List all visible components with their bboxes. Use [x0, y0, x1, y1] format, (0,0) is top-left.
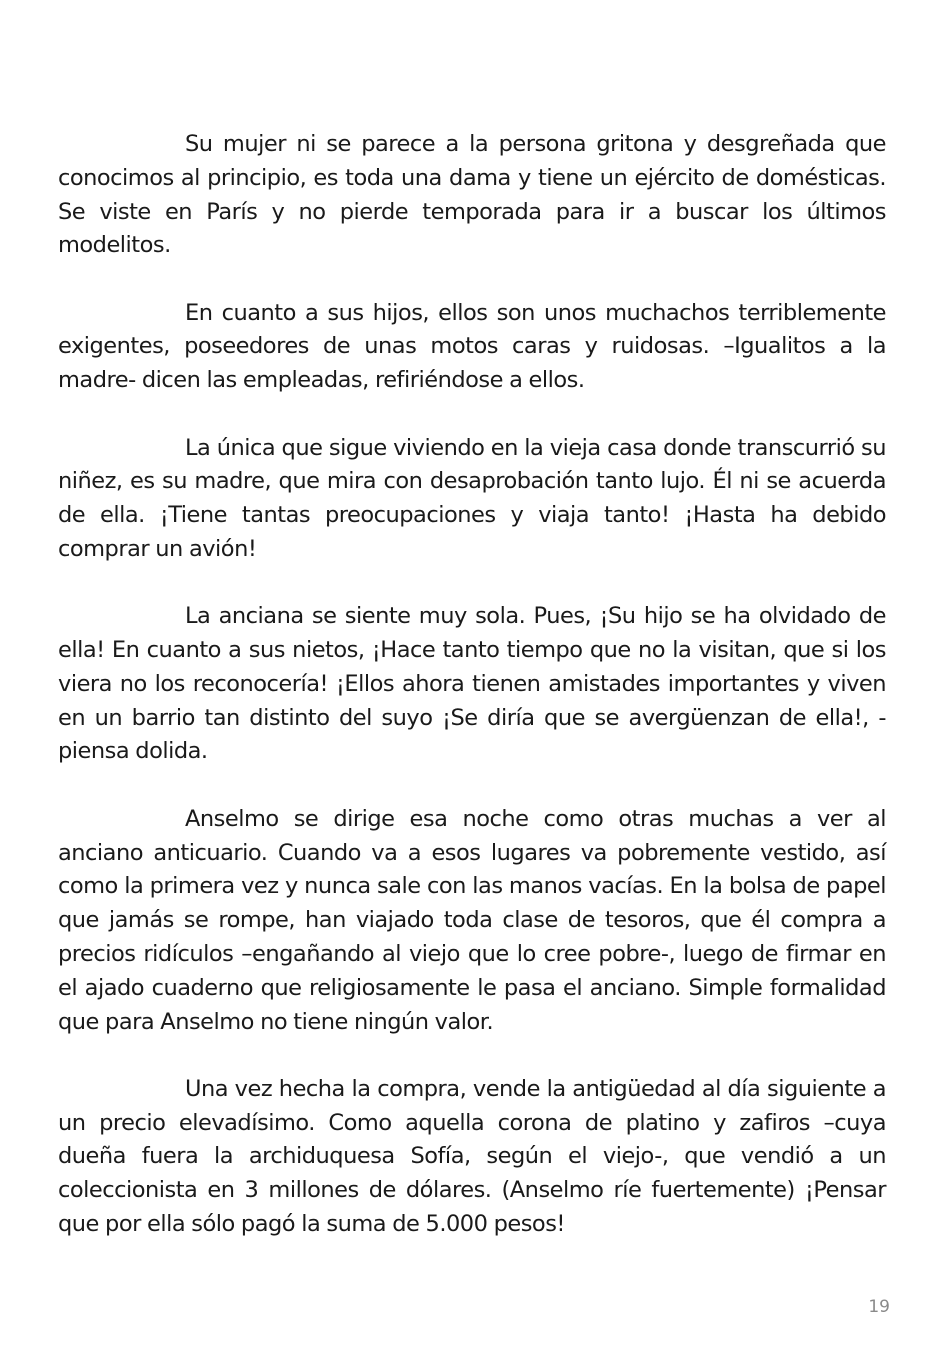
- paragraph-2: En cuanto a sus hijos, ellos son unos muchachos terriblemente exigentes, poseedores de unas motos caras y ruidosas. –Igualitos a la madre- dicen las empleadas, refiriéndose a ellos.: [58, 299, 886, 394]
- paragraph-4: La anciana se siente muy sola. Pues, ¡Su hijo se ha olvidado de ella! En cuanto a sus nietos, ¡Hace tanto tiempo que no la visitan, que si los viera no los reconocería! ¡Ellos ahora tienen amistades importantes y viven en un barrio tan distinto del suyo ¡Se diría que se avergüenzan de ella!, -piensa dolida.: [58, 603, 886, 765]
- paragraph-1: Su mujer ni se parece a la persona gritona y desgreñada que conocimos al principio, es toda una dama y tiene un ejército de domésticas. Se viste en París y no pierde temporada para ir a buscar los últimos modelitos.: [58, 131, 886, 259]
- paragraph-5: Anselmo se dirige esa noche como otras muchas a ver al anciano anticuario. Cuando va a esos lugares va pobremente vestido, así como la primera vez y nunca sale con las manos vacías. En la bolsa de papel que jamás se rompe, han viajado toda clase de tesoros, que él compra a precios ridículos –engañando al viejo que lo cree pobre-, luego de firmar en el ajado cuaderno que religiosamente le pasa el anciano. Simple formalidad que para Anselmo no tiene ningún valor.: [58, 805, 886, 1035]
- page-number: 19: [868, 1297, 890, 1317]
- paragraph-3: La única que sigue viviendo en la vieja casa donde transcurrió su niñez, es su madre, que mira con desaprobación tanto lujo. Él ni se acuerda de ella. ¡Tiene tantas preocupaciones y viaja tanto! ¡Hasta ha debido comprar un avión!: [58, 434, 886, 562]
- page-body: [58, 128, 886, 1242]
- paragraph-6: Una vez hecha la compra, vende la antigüedad al día siguiente a un precio elevadísimo. Como aquella corona de platino y zafiros –cuya dueña fuera la archiduquesa Sofía, según el viejo-, que vendió a un coleccionista en 3 millones de dólares. (Anselmo ríe fuertemente) ¡Pensar que por ella sólo pagó la suma de 5.000 pesos!: [58, 1075, 886, 1238]
